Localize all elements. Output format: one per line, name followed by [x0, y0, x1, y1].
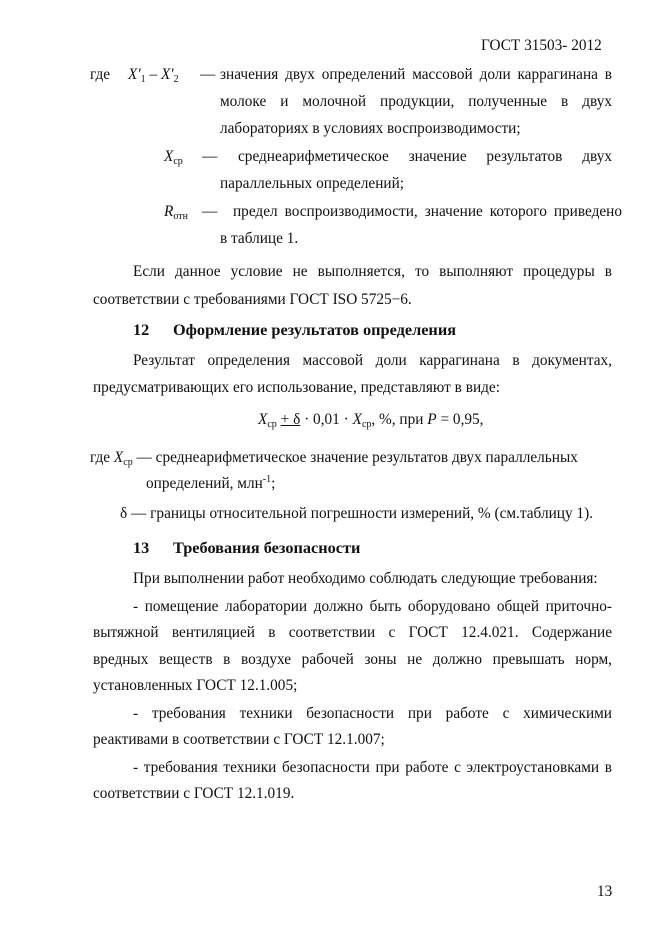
definition-text: в таблице 1. [220, 230, 299, 247]
definition-text: значения двух определений массовой доли каррагинана в [220, 66, 612, 83]
symbol-xcp: $X_{ср}$ [164, 148, 183, 167]
definition-dash: — [202, 203, 218, 220]
document-number: ГОСТ 31503- 2012 [481, 37, 602, 54]
paragraph-line: Если данное условие не выполняется, то выполняют процедуры в [133, 263, 612, 280]
list-item-line: соответствии с ГОСТ 12.1.019. [93, 785, 295, 802]
list-item-line: реактивами в соответствии с ГОСТ 12.1.007; [93, 731, 385, 748]
paragraph-line: При выполнении работ необходимо соблюдать следующие требования: [133, 570, 598, 587]
delta-explanation: δ — границы относительной погрешности измерений, % (см.таблицу 1). [120, 505, 593, 522]
definition-text: предел воспроизводимости, значение которого приведено [233, 203, 622, 220]
list-item-line: - требования техники безопасности при работе с электроустановками в [133, 759, 612, 776]
paragraph-line: предусматривающих его использование, представляют в виде: [93, 379, 500, 396]
section-title: Требования безопасности [173, 538, 361, 557]
paragraph-line: соответствии с требованиями ГОСТ ISO 5725−6. [93, 291, 412, 308]
definition-text: молоке и молочной продукции, полученные в двух [220, 93, 612, 110]
list-item-line: вытяжной вентиляцией в соответствии с ГОСТ 12.4.021. Содержание [93, 624, 612, 641]
symbol-x1: $X'_1 - X'_2$ [128, 66, 179, 85]
where-explanation: определений, млн$^{-1}$; [146, 474, 276, 492]
result-formula: $X_{ср} + \delta \cdot 0,01 \cdot X_{ср}$, %, при P = 0,95, [258, 411, 484, 430]
list-item-line: установленных ГОСТ 12.1.005; [93, 677, 298, 694]
list-item-line: вредных веществ в воздухе рабочей зоны не должно превышать норм, [93, 651, 612, 668]
section-title: Оформление результатов определения [173, 320, 457, 339]
section-number: 12 [133, 320, 150, 339]
list-item-line: - требования техники безопасности при работе с химическими [133, 705, 612, 722]
definition-text: лабораториях в условиях воспроизводимости; [220, 120, 521, 137]
where-label: где [90, 66, 111, 83]
definition-text: параллельных определений; [220, 175, 405, 192]
definition-dash: — [200, 66, 216, 83]
page-number: 13 [597, 883, 613, 900]
symbol-rotn: $R_{отн}$ [164, 203, 188, 222]
section-number: 13 [133, 538, 150, 557]
definition-text: среднеарифметическое значение результатов двух [238, 148, 612, 165]
where-explanation: где $X_{ср}$ — среднеарифметическое значение результатов двух параллельных [90, 449, 578, 468]
paragraph-line: Результат определения массовой доли каррагинана в документах, [133, 352, 612, 369]
definition-dash: — [202, 148, 218, 165]
list-item-line: - помещение лаборатории должно быть оборудовано общей приточно- [133, 598, 612, 615]
